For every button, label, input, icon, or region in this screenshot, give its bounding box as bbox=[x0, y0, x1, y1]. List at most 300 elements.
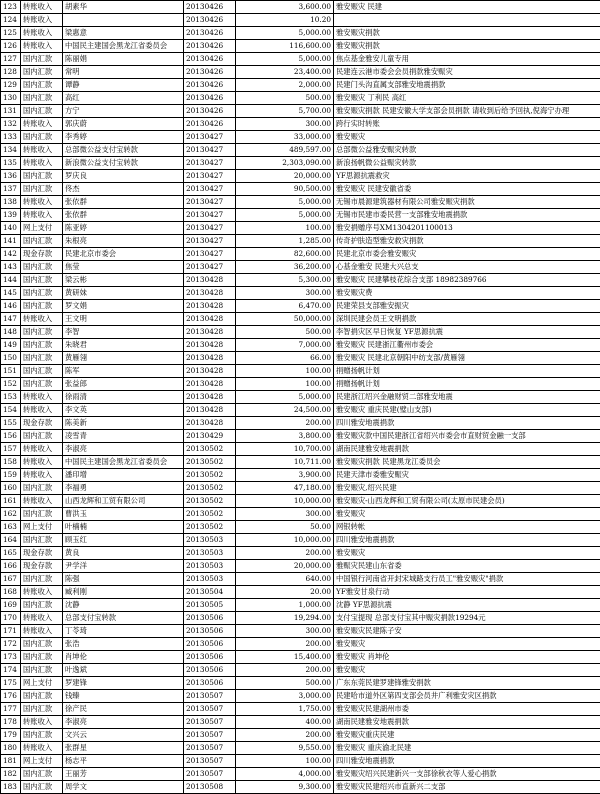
remark-cell: 民建哈市道外区第四支部会员井广利雅安灾区捐款 bbox=[334, 690, 600, 703]
transaction-type-cell: 现金存款 bbox=[21, 417, 63, 430]
payer-name-cell: 新浪微公益支付宝转款 bbox=[63, 157, 184, 170]
transaction-type-cell: 国内汇款 bbox=[21, 326, 63, 339]
payer-name-cell: 陈美新 bbox=[63, 417, 184, 430]
table-row bbox=[1, 677, 600, 690]
transaction-date-cell: 20130427 bbox=[184, 209, 236, 222]
remark-cell: 无锡市晨源建筑器材有限公司雅安赈灾捐款 bbox=[334, 196, 600, 209]
payer-name-cell: 张群星 bbox=[63, 742, 184, 755]
table-row bbox=[1, 469, 600, 482]
payer-name-cell: 王文明 bbox=[63, 313, 184, 326]
amount-cell: 500.00 bbox=[236, 326, 334, 339]
transaction-type-cell: 转账收入 bbox=[21, 1, 63, 14]
remark-cell: 湖南民建雅安地震捐款 bbox=[334, 716, 600, 729]
transaction-type-cell: 转账收入 bbox=[21, 313, 63, 326]
transaction-type-cell: 国内汇款 bbox=[21, 66, 63, 79]
transaction-type-cell: 国内汇款 bbox=[21, 339, 63, 352]
payer-name-cell: 陈亚婷 bbox=[63, 222, 184, 235]
amount-cell: 47,180.00 bbox=[236, 482, 334, 495]
row-number-cell: 124 bbox=[1, 14, 21, 27]
payer-name-cell: 叶楠楠 bbox=[63, 521, 184, 534]
transaction-date-cell: 20130507 bbox=[184, 690, 236, 703]
amount-cell: 500.00 bbox=[236, 677, 334, 690]
row-number-cell: 130 bbox=[1, 92, 21, 105]
payer-name-cell: 顾玉红 bbox=[63, 534, 184, 547]
payer-name-cell: 罗庆良 bbox=[63, 170, 184, 183]
amount-cell: 33,000.00 bbox=[236, 131, 334, 144]
transaction-type-cell: 国内汇款 bbox=[21, 599, 63, 612]
amount-cell: 10,700.00 bbox=[236, 443, 334, 456]
remark-cell: YF雅安甘泉行动 bbox=[334, 586, 600, 599]
row-number-cell: 177 bbox=[1, 703, 21, 716]
remark-cell: 雅安赈灾,绍兴民建 bbox=[334, 482, 600, 495]
amount-cell: 5,000.00 bbox=[236, 53, 334, 66]
transaction-date-cell: 20130428 bbox=[184, 391, 236, 404]
transaction-date-cell: 20130506 bbox=[184, 612, 236, 625]
row-number-cell: 144 bbox=[1, 274, 21, 287]
payer-name-cell: 张依群 bbox=[63, 209, 184, 222]
amount-cell: 4,000.00 bbox=[236, 768, 334, 781]
payer-name-cell: 朱根亮 bbox=[63, 235, 184, 248]
payer-name-cell: 高红 bbox=[63, 92, 184, 105]
transaction-type-cell: 现金存款 bbox=[21, 248, 63, 261]
transaction-type-cell: 转账收入 bbox=[21, 196, 63, 209]
amount-cell: 5,000.00 bbox=[236, 27, 334, 40]
table-row bbox=[1, 404, 600, 417]
payer-name-cell: 朱晓君 bbox=[63, 339, 184, 352]
row-number-cell: 182 bbox=[1, 768, 21, 781]
row-number-cell: 151 bbox=[1, 365, 21, 378]
remark-cell: 雅安赈灾民建陈子安 bbox=[334, 625, 600, 638]
transaction-type-cell: 国内汇款 bbox=[21, 781, 63, 794]
transaction-type-cell: 国内汇款 bbox=[21, 274, 63, 287]
amount-cell: 10.20 bbox=[236, 14, 334, 27]
remark-cell: 民建门头沟直属支部雅安地震捐款 bbox=[334, 79, 600, 92]
transaction-type-cell: 国内汇款 bbox=[21, 170, 63, 183]
transaction-type-cell: 转账收入 bbox=[21, 716, 63, 729]
payer-name-cell: 焦莹 bbox=[63, 261, 184, 274]
amount-cell: 300.00 bbox=[236, 625, 334, 638]
payer-name-cell: 罗文娟 bbox=[63, 300, 184, 313]
payer-name-cell: 山西龙辉和工贸有限公司 bbox=[63, 495, 184, 508]
payer-name-cell: 黄雁翎 bbox=[63, 352, 184, 365]
row-number-cell: 175 bbox=[1, 677, 21, 690]
row-number-cell: 128 bbox=[1, 66, 21, 79]
transaction-date-cell: 20130506 bbox=[184, 664, 236, 677]
transaction-date-cell: 20130503 bbox=[184, 534, 236, 547]
transaction-date-cell: 20130507 bbox=[184, 742, 236, 755]
row-number-cell: 147 bbox=[1, 313, 21, 326]
remark-cell: 湖南民建雅安地震捐款 bbox=[334, 443, 600, 456]
amount-cell: 50,000.00 bbox=[236, 313, 334, 326]
row-number-cell: 173 bbox=[1, 651, 21, 664]
table-row bbox=[1, 768, 600, 781]
remark-cell: 雅赈灾民建山东省委 bbox=[334, 560, 600, 573]
payer-name-cell: 肖坤伦 bbox=[63, 651, 184, 664]
payer-name-cell: 胡素华 bbox=[63, 1, 184, 14]
transaction-date-cell: 20130506 bbox=[184, 677, 236, 690]
table-row bbox=[1, 781, 600, 794]
payer-name-cell: 民建北京市委会 bbox=[63, 248, 184, 261]
payer-name-cell: 尹学洋 bbox=[63, 560, 184, 573]
transaction-date-cell: 20130427 bbox=[184, 157, 236, 170]
table-row bbox=[1, 14, 600, 27]
table-row bbox=[1, 599, 600, 612]
transaction-type-cell: 转账收入 bbox=[21, 14, 63, 27]
row-number-cell: 169 bbox=[1, 599, 21, 612]
transaction-type-cell: 国内汇款 bbox=[21, 534, 63, 547]
payer-name-cell: 方宁 bbox=[63, 105, 184, 118]
amount-cell: 10,000.00 bbox=[236, 534, 334, 547]
amount-cell: 9,550.00 bbox=[236, 742, 334, 755]
payer-name-cell: 总部微公益支付宝转款 bbox=[63, 144, 184, 157]
transaction-type-cell: 现金存款 bbox=[21, 560, 63, 573]
table-row bbox=[1, 209, 600, 222]
transaction-date-cell: 20130427 bbox=[184, 235, 236, 248]
remark-cell: 雅安赈灾 民建北京朝阳中纺支部/黄雁翎 bbox=[334, 352, 600, 365]
amount-cell: 1,750.00 bbox=[236, 703, 334, 716]
remark-cell: 雅安赈灾 重庆民建(璧山支部) bbox=[334, 404, 600, 417]
table-row bbox=[1, 313, 600, 326]
remark-cell: 心基金雅安 民建大兴总支 bbox=[334, 261, 600, 274]
row-number-cell: 148 bbox=[1, 326, 21, 339]
table-row bbox=[1, 560, 600, 573]
transaction-date-cell: 20130502 bbox=[184, 443, 236, 456]
table-row bbox=[1, 534, 600, 547]
remark-cell: 无锡市民建市委民营一支部雅安地震捐款 bbox=[334, 209, 600, 222]
remark-cell: 雅安赈灾 民建攀枝花综合支部 18982389766 bbox=[334, 274, 600, 287]
amount-cell: 5,000.00 bbox=[236, 196, 334, 209]
table-row bbox=[1, 287, 600, 300]
transaction-type-cell: 转账收入 bbox=[21, 469, 63, 482]
row-number-cell: 167 bbox=[1, 573, 21, 586]
payer-name-cell: 臧利刚 bbox=[63, 586, 184, 599]
remark-cell: 民建荣县支部雅安振灾 bbox=[334, 300, 600, 313]
transaction-date-cell: 20130427 bbox=[184, 131, 236, 144]
table-row bbox=[1, 131, 600, 144]
amount-cell: 5,000.00 bbox=[236, 391, 334, 404]
row-number-cell: 136 bbox=[1, 170, 21, 183]
payer-name-cell: 黄研妹 bbox=[63, 287, 184, 300]
payer-name-cell: 李文英 bbox=[63, 404, 184, 417]
table-row bbox=[1, 300, 600, 313]
amount-cell: 100.00 bbox=[236, 222, 334, 235]
remark-cell: 传奇护肤造型雅安救灾捐款 bbox=[334, 235, 600, 248]
transaction-type-cell: 国内汇款 bbox=[21, 768, 63, 781]
remark-cell: 雅安赈灾-山西龙辉和工贸有限公司(太原市民建会员) bbox=[334, 495, 600, 508]
amount-cell: 20,000.00 bbox=[236, 170, 334, 183]
transaction-date-cell: 20130427 bbox=[184, 170, 236, 183]
amount-cell: 500.00 bbox=[236, 92, 334, 105]
row-number-cell: 152 bbox=[1, 378, 21, 391]
remark-cell: 雅安赈灾 bbox=[334, 638, 600, 651]
remark-cell: 跨行实时转账 bbox=[334, 118, 600, 131]
row-number-cell: 179 bbox=[1, 729, 21, 742]
transaction-type-cell: 国内汇款 bbox=[21, 365, 63, 378]
remark-cell: 民建连云港市委会会员捐款雅安赈灾 bbox=[334, 66, 600, 79]
amount-cell: 5,700.00 bbox=[236, 105, 334, 118]
table-row bbox=[1, 586, 600, 599]
transaction-date-cell: 20130507 bbox=[184, 716, 236, 729]
remark-cell: 焦点基金雅安儿童专用 bbox=[334, 53, 600, 66]
amount-cell: 100.00 bbox=[236, 755, 334, 768]
payer-name-cell: 叶逸斌 bbox=[63, 664, 184, 677]
amount-cell: 300.00 bbox=[236, 287, 334, 300]
amount-cell: 7,000.00 bbox=[236, 339, 334, 352]
payer-name-cell: 黄良 bbox=[63, 547, 184, 560]
payer-name-cell: 陈军 bbox=[63, 365, 184, 378]
table-row bbox=[1, 183, 600, 196]
amount-cell: 20.00 bbox=[236, 586, 334, 599]
amount-cell: 100.00 bbox=[236, 378, 334, 391]
amount-cell: 300.00 bbox=[236, 118, 334, 131]
payer-name-cell: 钱臻 bbox=[63, 690, 184, 703]
amount-cell: 10,000.00 bbox=[236, 495, 334, 508]
remark-cell: 雅安赈灾 丁利民 高红 bbox=[334, 92, 600, 105]
amount-cell: 100.00 bbox=[236, 365, 334, 378]
amount-cell: 10,711.00 bbox=[236, 456, 334, 469]
table-row bbox=[1, 547, 600, 560]
remark-cell: 中国银行河南省开封宋城路支行员工"雅安赈灾"捐款 bbox=[334, 573, 600, 586]
table-row bbox=[1, 573, 600, 586]
row-number-cell: 133 bbox=[1, 131, 21, 144]
row-number-cell: 155 bbox=[1, 417, 21, 430]
remark-cell: 雅安赈灾 重庆渝北民建 bbox=[334, 742, 600, 755]
transaction-type-cell: 国内汇款 bbox=[21, 651, 63, 664]
transaction-type-cell: 国内汇款 bbox=[21, 508, 63, 521]
row-number-cell: 176 bbox=[1, 690, 21, 703]
remark-cell: YF思源抗震救灾 bbox=[334, 170, 600, 183]
amount-cell: 3,000.00 bbox=[236, 690, 334, 703]
amount-cell: 36,200.00 bbox=[236, 261, 334, 274]
transaction-date-cell: 20130502 bbox=[184, 521, 236, 534]
remark-cell: 总部微公益雅安赈灾转款 bbox=[334, 144, 600, 157]
row-number-cell: 160 bbox=[1, 482, 21, 495]
table-row bbox=[1, 170, 600, 183]
payer-name-cell: 李福勇 bbox=[63, 482, 184, 495]
remark-cell: 雅安赈灾 民建浙江衢州市委会 bbox=[334, 339, 600, 352]
payer-name-cell: 丁苓琦 bbox=[63, 625, 184, 638]
amount-cell: 200.00 bbox=[236, 638, 334, 651]
payer-name-cell: 曹洪玉 bbox=[63, 508, 184, 521]
remark-cell: 雅安赈灾费 bbox=[334, 287, 600, 300]
payer-name-cell: 沈静 bbox=[63, 599, 184, 612]
amount-cell: 66.00 bbox=[236, 352, 334, 365]
transaction-date-cell: 20130503 bbox=[184, 573, 236, 586]
row-number-cell: 134 bbox=[1, 144, 21, 157]
remark-cell: 雅安赈灾绍兴民建新兴一支部徐秋衣等人爱心捐款 bbox=[334, 768, 600, 781]
transaction-type-cell: 国内汇款 bbox=[21, 482, 63, 495]
transaction-type-cell: 国内汇款 bbox=[21, 703, 63, 716]
transaction-type-cell: 国内汇款 bbox=[21, 287, 63, 300]
amount-cell: 5,300.00 bbox=[236, 274, 334, 287]
transaction-date-cell: 20130502 bbox=[184, 456, 236, 469]
payer-name-cell: 李淑亮 bbox=[63, 443, 184, 456]
payer-name-cell: 中国民主建国会黑龙江省委员会 bbox=[63, 456, 184, 469]
remark-cell: 网银转帐 bbox=[334, 521, 600, 534]
amount-cell: 1,285.00 bbox=[236, 235, 334, 248]
row-number-cell: 138 bbox=[1, 196, 21, 209]
row-number-cell: 135 bbox=[1, 157, 21, 170]
row-number-cell: 181 bbox=[1, 755, 21, 768]
transaction-type-cell: 国内汇款 bbox=[21, 378, 63, 391]
transaction-type-cell: 网上支付 bbox=[21, 677, 63, 690]
transaction-date-cell: 20130506 bbox=[184, 651, 236, 664]
amount-cell: 50.00 bbox=[236, 521, 334, 534]
row-number-cell: 157 bbox=[1, 443, 21, 456]
table-row bbox=[1, 508, 600, 521]
remark-cell: 支付宝提现 总部支付宝其中赈灾捐款19294元 bbox=[334, 612, 600, 625]
table-row bbox=[1, 443, 600, 456]
table-row bbox=[1, 417, 600, 430]
transaction-date-cell: 20130426 bbox=[184, 118, 236, 131]
remark-cell: 民建浙江绍兴金融财贸二部雅安地震 bbox=[334, 391, 600, 404]
transaction-date-cell: 20130427 bbox=[184, 261, 236, 274]
transaction-date-cell: 20130503 bbox=[184, 560, 236, 573]
row-number-cell: 180 bbox=[1, 742, 21, 755]
row-number-cell: 166 bbox=[1, 560, 21, 573]
remark-cell: 捐赠扬帆计划 bbox=[334, 378, 600, 391]
row-number-cell: 149 bbox=[1, 339, 21, 352]
row-number-cell: 168 bbox=[1, 586, 21, 599]
table-row bbox=[1, 352, 600, 365]
table-row bbox=[1, 690, 600, 703]
transaction-type-cell: 转账收入 bbox=[21, 495, 63, 508]
transaction-date-cell: 20130427 bbox=[184, 222, 236, 235]
transaction-type-cell: 转账收入 bbox=[21, 612, 63, 625]
transaction-type-cell: 现金存款 bbox=[21, 547, 63, 560]
transaction-type-cell: 转账收入 bbox=[21, 27, 63, 40]
row-number-cell: 162 bbox=[1, 508, 21, 521]
row-number-cell: 137 bbox=[1, 183, 21, 196]
row-number-cell: 131 bbox=[1, 105, 21, 118]
remark-cell: 四川雅安地震捐款 bbox=[334, 417, 600, 430]
table-row bbox=[1, 235, 600, 248]
row-number-cell: 178 bbox=[1, 716, 21, 729]
transaction-date-cell: 20130426 bbox=[184, 40, 236, 53]
transaction-date-cell: 20130427 bbox=[184, 183, 236, 196]
table-row bbox=[1, 430, 600, 443]
transaction-date-cell: 20130427 bbox=[184, 248, 236, 261]
remark-cell: 雅安赈灾民建绍兴市直新兴二支部 bbox=[334, 781, 600, 794]
table-row bbox=[1, 664, 600, 677]
table-row bbox=[1, 1, 600, 14]
row-number-cell: 165 bbox=[1, 547, 21, 560]
transaction-date-cell: 20130507 bbox=[184, 768, 236, 781]
transaction-type-cell: 转账收入 bbox=[21, 40, 63, 53]
transaction-type-cell: 网上支付 bbox=[21, 222, 63, 235]
row-number-cell: 140 bbox=[1, 222, 21, 235]
table-row bbox=[1, 456, 600, 469]
table-row bbox=[1, 222, 600, 235]
table-row bbox=[1, 79, 600, 92]
table-row bbox=[1, 27, 600, 40]
transaction-type-cell: 国内汇款 bbox=[21, 300, 63, 313]
transaction-date-cell: 20130426 bbox=[184, 66, 236, 79]
table-row bbox=[1, 612, 600, 625]
transaction-type-cell: 国内汇款 bbox=[21, 183, 63, 196]
payer-name-cell: 周学文 bbox=[63, 781, 184, 794]
amount-cell: 23,400.00 bbox=[236, 66, 334, 79]
payer-name-cell: 陈丽娟 bbox=[63, 53, 184, 66]
transaction-date-cell: 20130426 bbox=[184, 14, 236, 27]
payer-name-cell: 中国民主建国会黑龙江省委员会 bbox=[63, 40, 184, 53]
remark-cell: 四川雅安地震捐款 bbox=[334, 534, 600, 547]
row-number-cell: 183 bbox=[1, 781, 21, 794]
payer-name-cell: 张益郎 bbox=[63, 378, 184, 391]
remark-cell: 雅安捐赠序号XM1304201100013 bbox=[334, 222, 600, 235]
transaction-date-cell: 20130502 bbox=[184, 482, 236, 495]
transaction-type-cell: 转账收入 bbox=[21, 157, 63, 170]
table-row bbox=[1, 261, 600, 274]
remark-cell: 民建天津市委雅安赈灾 bbox=[334, 469, 600, 482]
amount-cell: 24,500.00 bbox=[236, 404, 334, 417]
table-row bbox=[1, 625, 600, 638]
transaction-date-cell: 20130427 bbox=[184, 196, 236, 209]
transaction-date-cell: 20130506 bbox=[184, 638, 236, 651]
table-row bbox=[1, 365, 600, 378]
transaction-date-cell: 20130428 bbox=[184, 300, 236, 313]
payer-name-cell: 李智 bbox=[63, 326, 184, 339]
transaction-date-cell: 20130426 bbox=[184, 27, 236, 40]
payer-name-cell: 徐产民 bbox=[63, 703, 184, 716]
amount-cell: 82,600.00 bbox=[236, 248, 334, 261]
table-row bbox=[1, 157, 600, 170]
remark-cell: 雅安赈灾民建湖州市委 bbox=[334, 703, 600, 716]
table-row bbox=[1, 118, 600, 131]
row-number-cell: 142 bbox=[1, 248, 21, 261]
remark-cell: 雅安赈灾 bbox=[334, 664, 600, 677]
table-row bbox=[1, 391, 600, 404]
row-number-cell: 174 bbox=[1, 664, 21, 677]
transaction-type-cell: 国内汇款 bbox=[21, 261, 63, 274]
row-number-cell: 159 bbox=[1, 469, 21, 482]
row-number-cell: 143 bbox=[1, 261, 21, 274]
table-row bbox=[1, 378, 600, 391]
remark-cell: 广东东莞民建罗建锋雅安捐款 bbox=[334, 677, 600, 690]
remark-cell: 雅安赈灾 bbox=[334, 547, 600, 560]
transaction-type-cell: 国内汇款 bbox=[21, 352, 63, 365]
transaction-date-cell: 20130502 bbox=[184, 469, 236, 482]
transaction-type-cell: 转账收入 bbox=[21, 209, 63, 222]
table-row bbox=[1, 729, 600, 742]
remark-cell: 雅安赈灾 肖坤伦 bbox=[334, 651, 600, 664]
transaction-type-cell: 转账收入 bbox=[21, 625, 63, 638]
row-number-cell: 141 bbox=[1, 235, 21, 248]
remark-cell: 四川雅安地震捐款 bbox=[334, 755, 600, 768]
transaction-type-cell: 国内汇款 bbox=[21, 690, 63, 703]
amount-cell: 489,597.00 bbox=[236, 144, 334, 157]
row-number-cell: 153 bbox=[1, 391, 21, 404]
transaction-type-cell: 国内汇款 bbox=[21, 105, 63, 118]
payer-name-cell: 文兴云 bbox=[63, 729, 184, 742]
remark-cell: 深圳民建会员王文明捐款 bbox=[334, 313, 600, 326]
transaction-date-cell: 20130428 bbox=[184, 417, 236, 430]
table-row bbox=[1, 339, 600, 352]
amount-cell: 640.00 bbox=[236, 573, 334, 586]
transaction-date-cell: 20130428 bbox=[184, 365, 236, 378]
table-row bbox=[1, 638, 600, 651]
transaction-date-cell: 20130426 bbox=[184, 53, 236, 66]
table-row bbox=[1, 703, 600, 716]
payer-name-cell: 常明 bbox=[63, 66, 184, 79]
table-row bbox=[1, 495, 600, 508]
transaction-type-cell: 转账收入 bbox=[21, 404, 63, 417]
amount-cell: 200.00 bbox=[236, 547, 334, 560]
transaction-date-cell: 20130428 bbox=[184, 313, 236, 326]
row-number-cell: 170 bbox=[1, 612, 21, 625]
transaction-type-cell: 国内汇款 bbox=[21, 573, 63, 586]
amount-cell: 20,000.00 bbox=[236, 560, 334, 573]
